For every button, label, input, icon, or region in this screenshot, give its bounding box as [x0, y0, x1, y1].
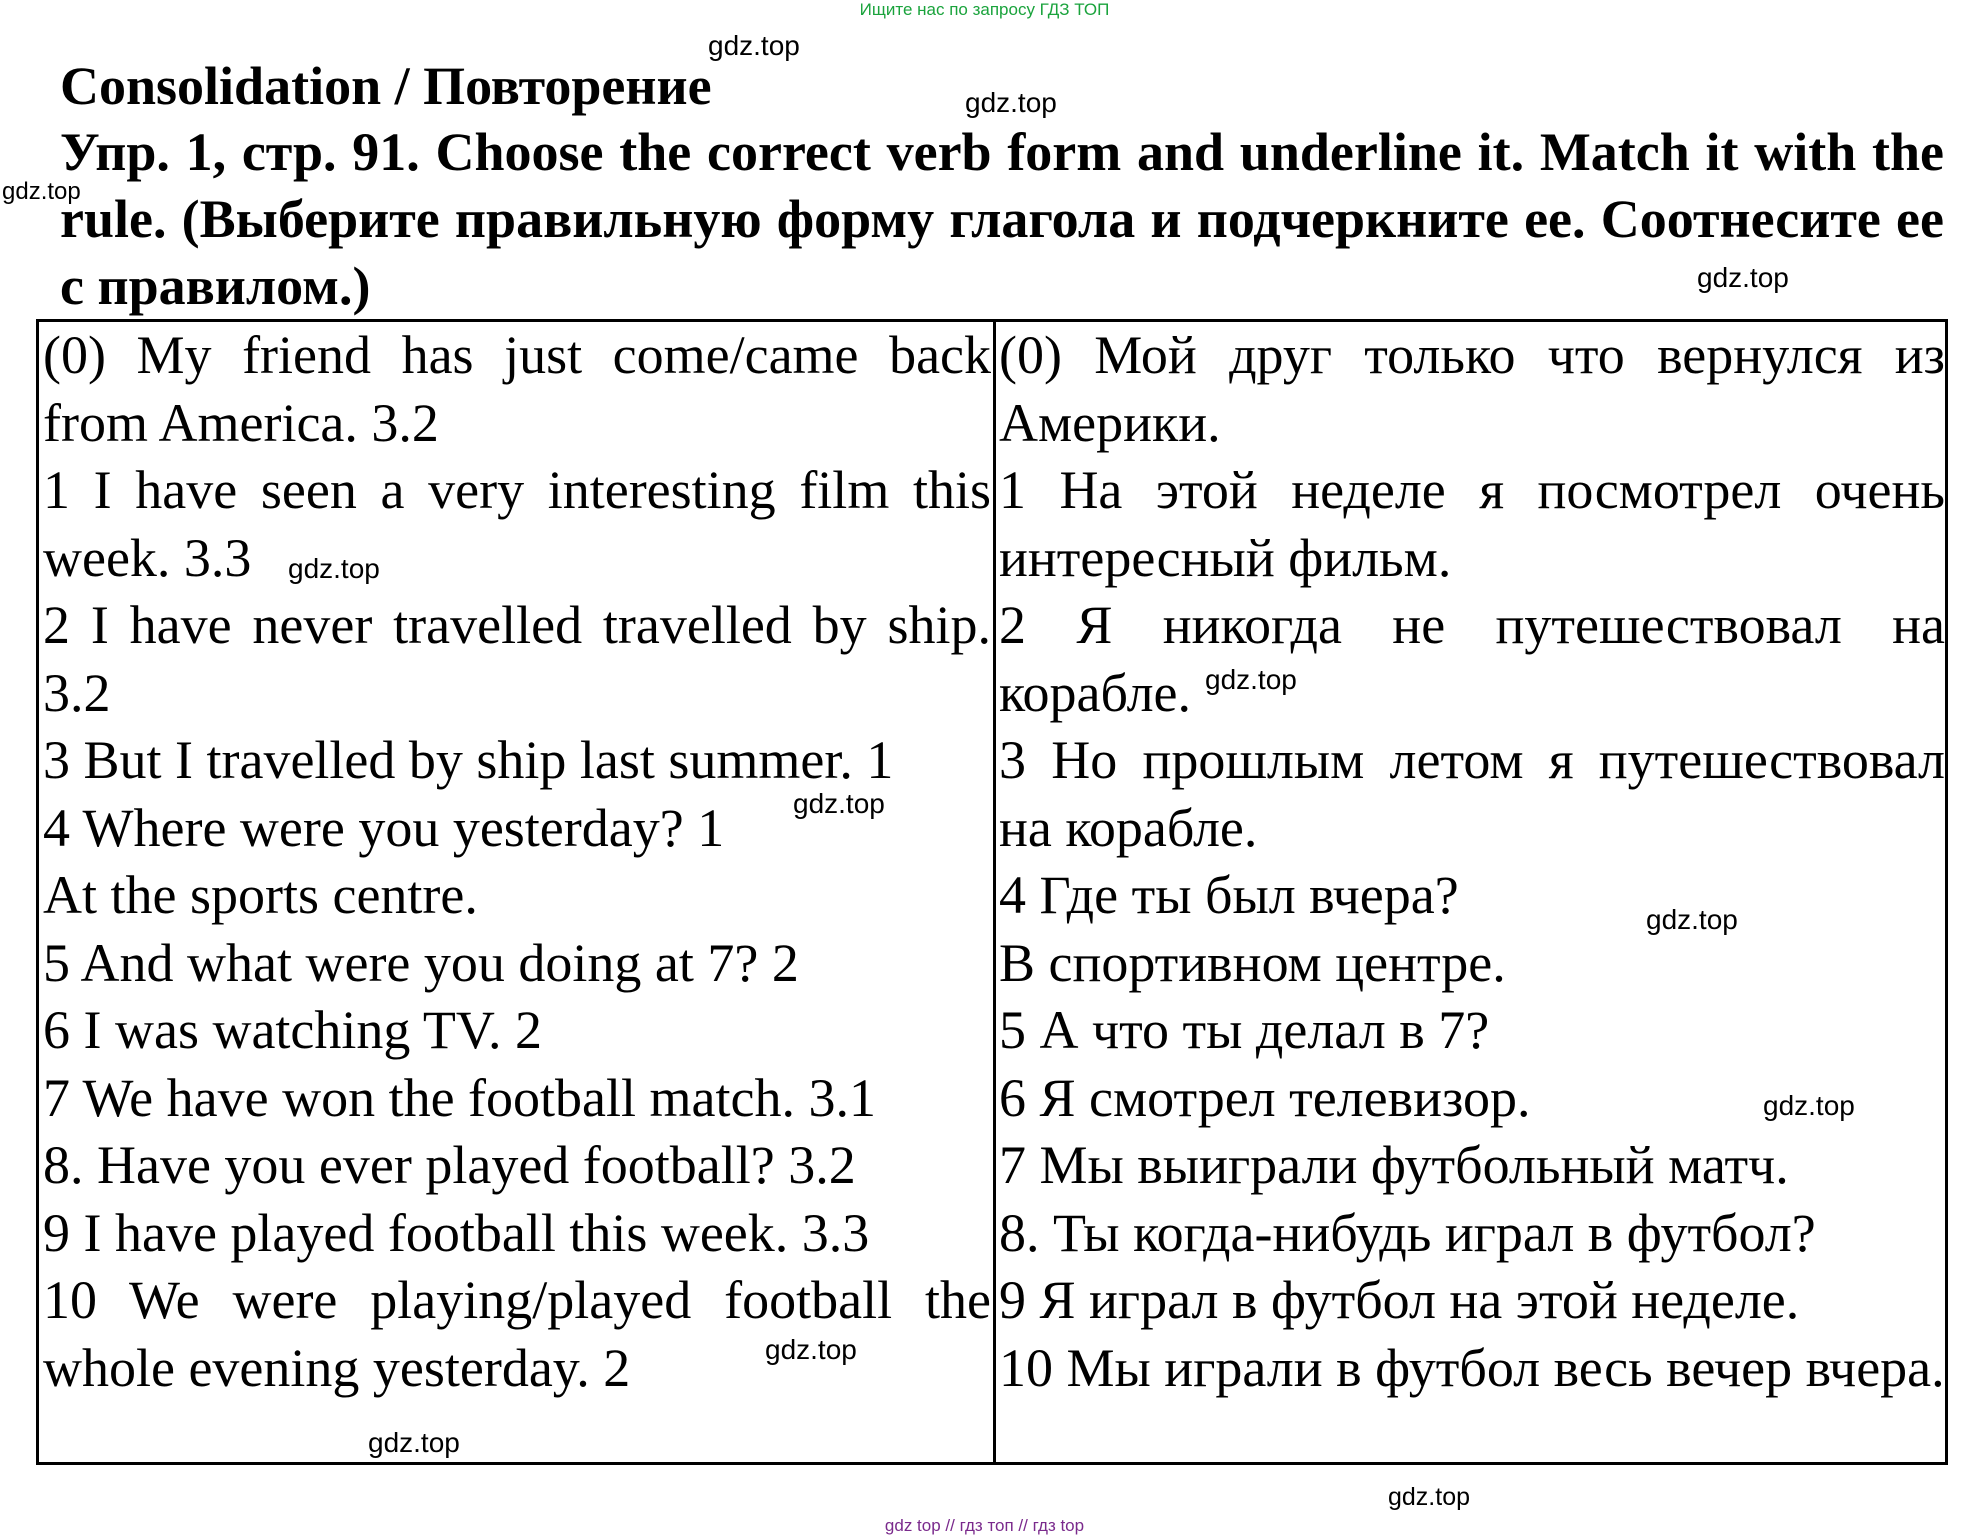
russian-line: 1 На этой неделе я посмотрел очень интересный фильм. [999, 460, 1945, 588]
top-banner: Ищите нас по запросу ГДЗ ТОП [859, 0, 1110, 19]
task-text: Упр. 1, стр. 91. Choose the correct verb form and underline it. Match it with the rule. (Выберите правильную форму глагола и подчеркните ее. Соотнесите ее с правилом.) [60, 122, 1944, 316]
english-line: 3 But I travelled by ship last summer. 1 [43, 730, 894, 790]
russian-line: 6 Я смотрел телевизор. [999, 1067, 1531, 1128]
russian-line: 8. Ты когда-нибудь играл в футбол? [999, 1202, 1816, 1263]
russian-line: 9 Я играл в футбол на этой неделе. [999, 1270, 1800, 1330]
english-line: 6 I was watching TV. 2 [43, 1000, 542, 1060]
russian-column [999, 322, 1945, 1402]
english-line: 4 Where were you yesterday? 1 [43, 797, 725, 858]
watermark: gdz.top [765, 1334, 857, 1365]
watermark: gdz.top [1646, 904, 1738, 935]
english-line: 2 I have never travelled travelled by ship. 3.2 [43, 595, 991, 723]
english-line: 8. Have you ever played football? 3.2 [43, 1135, 856, 1195]
column-divider [993, 322, 996, 1462]
watermark: gdz.top [965, 87, 1057, 118]
watermark: gdz.top [1205, 664, 1297, 695]
watermark: gdz.top [1697, 262, 1789, 293]
russian-line: (0) Мой друг только что вернулся из Америки. [999, 325, 1945, 453]
watermark: gdz.top [1763, 1090, 1855, 1121]
english-line: 1 I have seen a very interesting film this week. 3.3 [43, 460, 991, 588]
watermark: gdz.top [368, 1427, 460, 1458]
english-line: At the sports centre. [43, 865, 478, 925]
english-column [43, 322, 991, 1402]
russian-line: 4 Где ты был вчера? [999, 865, 1459, 925]
english-line: (0) My friend has just come/came back from America. 3.2 [43, 325, 991, 453]
watermark: gdz.top [288, 553, 380, 584]
watermark: gdz.top [793, 788, 885, 819]
watermark: gdz.top [1388, 1483, 1471, 1511]
watermark: gdz.top [708, 30, 800, 61]
english-line: 9 I have played football this week. 3.3 [43, 1202, 870, 1263]
english-line: 10 We were playing/played football the whole evening yesterday. 2 [43, 1270, 991, 1398]
russian-line: 10 Мы играли в футбол весь вечер вчера. [999, 1337, 1945, 1398]
russian-line: В спортивном центре. [999, 932, 1506, 993]
russian-line: 2 Я никогда не путешествовал на корабле. [999, 595, 1945, 723]
russian-line: 5 А что ты делал в 7? [999, 1000, 1490, 1060]
english-line: 5 And what were you doing at 7? 2 [43, 932, 799, 993]
russian-line: 3 Но прошлым летом я путешествовал на корабле. [999, 730, 1945, 858]
english-line: 7 We have won the football match. 3.1 [43, 1067, 876, 1128]
russian-line: 7 Мы выиграли футбольный матч. [999, 1135, 1789, 1195]
watermark: gdz.top [2, 178, 81, 205]
footer: gdz top // гдз топ // гдз top [884, 1516, 1085, 1535]
answer-table [36, 319, 1948, 1465]
section-title: Consolidation / Повторение [60, 56, 712, 116]
